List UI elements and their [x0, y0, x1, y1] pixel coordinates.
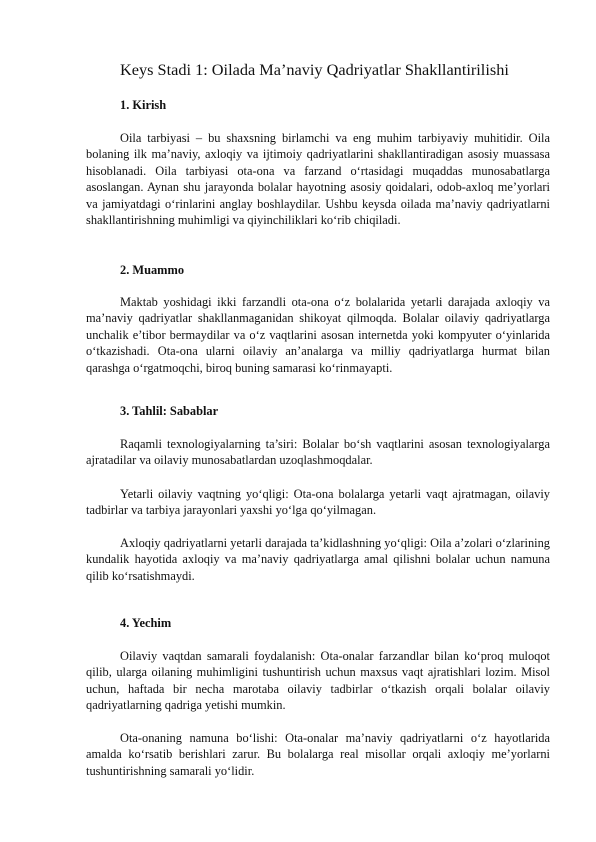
paragraph-yechim-vaqt: Oilaviy vaqtdan samarali foydalanish: Ota-onalar farzandlar bilan ko‘proq muloqot qilib, ularga oilaning muhimligini tushuntirish uchun maxsus vaqt ajratishlari lozim. Misol uchun, haftada bir necha marotaba oilaviy tadbirlar o‘tkazish orqali bolalar oilaviy qadriyatlarning qadriga yetishi mumkin. [86, 649, 550, 713]
paragraph-muammo: Maktab yoshidagi ikki farzandli ota-ona o‘z bolalarida yetarli darajada axloqiy va ma’naviy qadriyatlar shakllanmaganidan shikoyat qilmoqda. Bolalar oilaviy qadriyatlarga unchalik e’tibor bermaydilar va o‘z vaqtlarini asosan internetda yoki kompyuter o‘yinlarida o‘tkazishadi. Ota-ona ularni oilaviy an’analarga va milliy qadriyatlarga hurmat bilan qarashga o‘rgatmoqchi, biroq buning samarasi ko‘rinmayapti. [86, 295, 550, 375]
section-heading-kirish: 1. Kirish [120, 98, 167, 112]
paragraph-tahlil-vaqt: Yetarli oilaviy vaqtning yo‘qligi: Ota-ona bolalarga yetarli vaqt ajratmagan, oilaviy tadbirlar va tarbiya jarayonlari yaxshi yo‘lga qo‘yilmagan. [86, 487, 550, 518]
paragraph-tahlil-qadriyatlar: Axloqiy qadriyatlarni yetarli darajada ta’kidlashning yo‘qligi: Oila a’zolari o‘zlarining kundalik hayotida axloqiy va ma’naviy qadriyatlarga amal qilishni bolalar uchun namuna qilib ko‘rsatishmaydi. [86, 536, 550, 583]
paragraph-tahlil-texnologiya: Raqamli texnologiyalarning ta’siri: Bolalar bo‘sh vaqtlarini asosan texnologiyalarga ajratadilar va oilaviy munosabatlardan uzoqlashmoqdalar. [86, 437, 550, 468]
paragraph-yechim-namuna: Ota-onaning namuna bo‘lishi: Ota-onalar ma’naviy qadriyatlarni o‘z hayotlarida amalda ko‘rsatib berishlari zarur. Bu bolalarga real misollar orqali axloqiy me’yorlarni tushuntirishning samarali yo‘lidir. [86, 731, 550, 778]
section-heading-muammo: 2. Muammo [120, 263, 185, 277]
section-heading-tahlil: 3. Tahlil: Sabablar [120, 404, 219, 418]
paragraph-kirish: Oila tarbiyasi – bu shaxsning birlamchi va eng muhim tarbiyaviy muhitidir. Oila bolaning ilk ma’naviy, axloqiy va ijtimoiy qadriyatlarini shakllantiradigan asosiy muassasa hisoblanadi. Oila tarbiyasi ota-ona va farzand o‘rtasidagi muqaddas munosabatlarga asoslangan. Aynan shu jarayonda bolalar hayotning asosiy qoidalari, odob-axloq me’yorlari va jamiyatdagi o‘rinlarini anglay boshlaydilar. Ushbu keysda oilada ma’naviy qadriyatlarni shakllantirishning muhimligi va qiyinchiliklari ko‘rib chiqiladi. [86, 131, 550, 228]
section-heading-yechim: 4. Yechim [120, 616, 172, 630]
document-title: Keys Stadi 1: Oilada Ma’naviy Qadriyatlar Shakllantirilishi [120, 60, 509, 79]
